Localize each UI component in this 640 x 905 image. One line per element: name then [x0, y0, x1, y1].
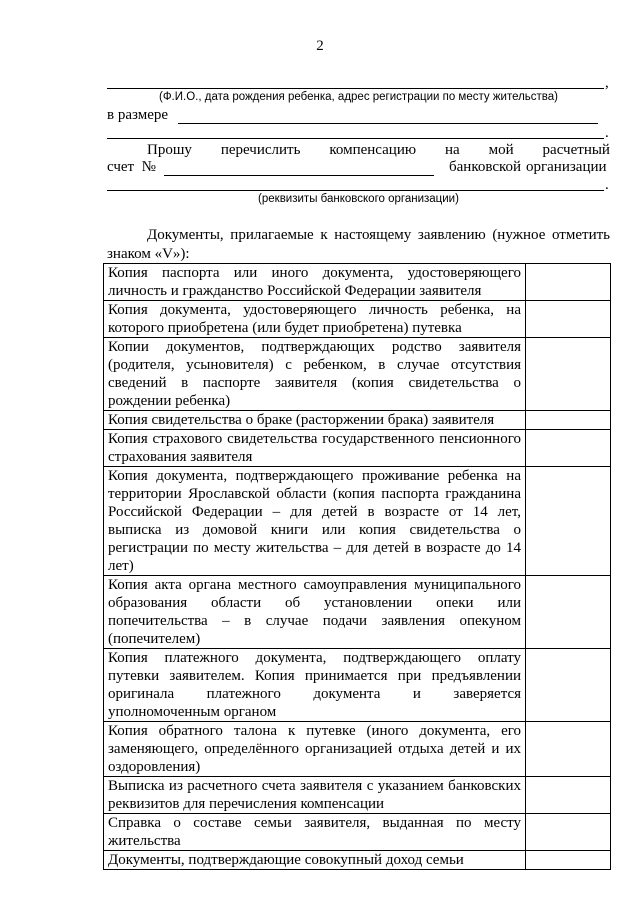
document-label: Копия платежного документа, подтверждающего оплату путевки заявителем. Копия принимается при предъявлении оригинала платежного документа и заверяется уполномоченным органом [104, 649, 526, 722]
table-row [104, 301, 611, 338]
document-label: Копии документов, подтверждающих родство заявителя (родителя, усыновителя) с ребенком, в случае отсутствия сведений в паспорте заявителя (копия свидетельства о рождении ребенка) [104, 338, 526, 411]
bank-word-2: организации [526, 159, 607, 175]
bank-line-period: . [605, 177, 609, 193]
document-checkbox-cell[interactable] [526, 338, 611, 411]
document-checkbox-cell[interactable] [526, 264, 611, 301]
request-word: Прошу [147, 142, 192, 158]
document-label-cell [104, 851, 526, 870]
document-label: Копия обратного талона к путевке (иного документа, его заменяющего, определённого организацией отдыха детей и их оздоровления) [104, 722, 526, 777]
document-checkbox-cell[interactable] [526, 777, 611, 814]
document-checkbox-cell[interactable] [526, 301, 611, 338]
table-row [104, 467, 611, 576]
fio-blank-line[interactable] [107, 88, 604, 89]
document-checkbox-cell[interactable] [526, 467, 611, 576]
document-label: Копия паспорта или иного документа, удостоверяющего личность и гражданство Российской Федерации заявителя [104, 264, 526, 301]
amount-continuation-line[interactable] [107, 138, 604, 139]
table-row [104, 430, 611, 467]
amount-blank-line[interactable] [178, 123, 598, 124]
table-row [104, 777, 611, 814]
amount-label: в размере [107, 107, 169, 123]
document-checkbox-cell[interactable] [526, 649, 611, 722]
table-row [104, 338, 611, 411]
page-number: 2 [316, 38, 324, 54]
fio-caption: (Ф.И.О., дата рождения ребенка, адрес регистрации по месту жительства) [158, 91, 559, 103]
account-prefix: счет № [107, 159, 156, 175]
document-label: Выписка из расчетного счета заявителя с указанием банковских реквизитов для перечисления компенсации [104, 777, 526, 814]
bank-caption: (реквизиты банковского организации) [258, 193, 459, 205]
amount-period: . [605, 125, 609, 141]
documents-table [103, 263, 611, 870]
documents-intro: Документы, прилагаемые к настоящему заявлению (нужное отметить знаком «V»): [107, 227, 610, 262]
request-word: мой [488, 142, 514, 158]
table-row [104, 411, 611, 430]
table-row [104, 814, 611, 851]
table-row [104, 851, 611, 870]
bank-word-1: банковской [449, 159, 522, 175]
table-row [104, 264, 611, 301]
bank-details-line[interactable] [107, 190, 604, 191]
document-checkbox-cell[interactable] [526, 576, 611, 649]
table-row [104, 722, 611, 777]
document-checkbox-cell[interactable] [526, 814, 611, 851]
table-row [104, 576, 611, 649]
request-word: перечислить [220, 142, 301, 158]
document-label: Копия свидетельства о браке (расторжении брака) заявителя [104, 411, 526, 430]
fio-line-comma: , [605, 75, 609, 91]
request-word: компенсацию [329, 142, 417, 158]
request-word: расчетный [542, 142, 610, 158]
request-line [107, 142, 610, 159]
document-checkbox-cell[interactable] [526, 722, 611, 777]
account-number-line[interactable] [164, 175, 434, 176]
document-label: Документы, подтверждающие совокупный доход семьи [108, 852, 464, 868]
document-checkbox-cell[interactable] [526, 851, 611, 870]
document-label: Копия страхового свидетельства государственного пенсионного страхования заявителя [104, 430, 526, 467]
document-label: Копия акта органа местного самоуправления муниципального образования области об установлении опеки или попечительства – в случае подачи заявления опекуном (попечителем) [104, 576, 526, 649]
document-checkbox-cell[interactable] [526, 430, 611, 467]
request-word: на [444, 142, 460, 158]
document-checkbox-cell[interactable] [526, 411, 611, 430]
table-row [104, 649, 611, 722]
document-label: Копия документа, удостоверяющего личность ребенка, на которого приобретена (или будет приобретена) путевка [104, 301, 526, 338]
document-label: Копия документа, подтверждающего проживание ребенка на территории Ярославской области (копия паспорта гражданина Российской Федерации – для детей в возрасте от 14 лет, выписка из домовой книги или копия свидетельства о регистрации по месту жительства – для детей в возрасте до 14 лет) [104, 467, 526, 576]
document-label: Справка о составе семьи заявителя, выданная по месту жительства [104, 814, 526, 851]
